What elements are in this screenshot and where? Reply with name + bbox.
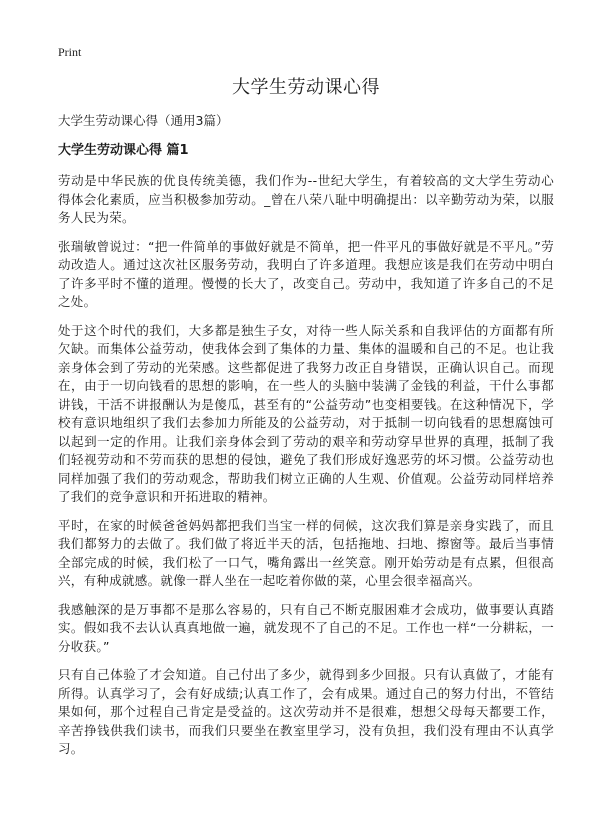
print-label: Print [58, 45, 82, 59]
paragraph-1: 劳动是中华民族的优良传统美德，我们作为--世纪大学生，有着较高的文大学生劳动心得体会化素质，应当积极参加劳动。_曾在八荣八耻中明确提出：以辛勤劳动为荣，以服务人民为荣。 [58, 173, 554, 225]
paragraph-2: 张瑞敏曾说过：“把一件简单的事做好就是不简单，把一件平凡的事做好就是不平凡。”劳动改造人。通过这次社区服务劳动，我明白了许多道理。我想应该是我们在劳动中明白了许多平时不懂的道理。慢慢的长大了，改变自己。劳动中，我知道了许多自己的不足之处。 [58, 238, 554, 309]
page-title: 大学生劳动课心得 [232, 77, 380, 98]
section-heading: 大学生劳动课心得 篇1 [58, 143, 189, 158]
paragraph-6: 只有自己体验了才会知道。自己付出了多少，就得到多少回报。只有认真做了，才能有所得。认真学习了，会有好成绩;认真工作了，会有成果。通过自己的努力付出，不管结果如何，那个过程自己肯定是受益的。这次劳动并不是很难，想想父母每天都要工作，辛苦挣钱供我们读书，而我们只要坐在教室里学习，没有负担，我们没有理由不认真学习。 [58, 667, 554, 756]
paragraph-3: 处于这个时代的我们，大多都是独生子女，对待一些人际关系和自我评估的方面都有所欠缺。而集体公益劳动，使我体会到了集体的力量、集体的温暖和自己的不足。也让我亲身体会到了劳动的光荣感。这些都促进了我努力改正自身错误，正确认识自己。而现在，由于一切向钱看的思想的影响，在一些人的头脑中装满了金钱的利益，干什么事都讲钱，干活不讲报酬认为是傻瓜，甚至有的“公益劳动”也变相要钱。在这种情况下，学校有意识地组织了我们去参加力所能及的公益劳动，对于抵制一切向钱看的思想腐蚀可以起到一定的作用。让我们亲身体会到了劳动的艰辛和劳动穿早世界的真理，抵制了我们轻视劳动和不劳而获的思想的侵蚀，避免了我们形成好逸恶劳的坏习惯。公益劳动也同样加强了我们的劳动观念，帮助我们树立正确的人生观、价值观。公益劳动同样培养了我们的竞争意识和开拓进取的精神。 [58, 322, 554, 504]
document-subtitle: 大学生劳动课心得（通用3篇） [58, 113, 229, 128]
paragraph-5: 我感触深的是万事都不是那么容易的，只有自己不断克服困难才会成功，做事要认真踏实。假如我不去认认真真地做一遍，就发现不了自己的不足。工作也一样“一分耕耘，一分收获。” [58, 601, 554, 654]
paragraph-4: 平时，在家的时候爸爸妈妈都把我们当宝一样的伺候，这次我们算是亲身实践了，而且我们都努力的去做了。我们做了将近半天的活，包括拖地、扫地、擦窗等。最后当事情全部完成的时候，我们松了一口气，嘴角露出一丝笑意。刚开始劳动是有点累，但很高兴，有种成就感。就像一群人坐在一起吃着你做的菜，心里会很幸福高兴。 [58, 517, 554, 588]
